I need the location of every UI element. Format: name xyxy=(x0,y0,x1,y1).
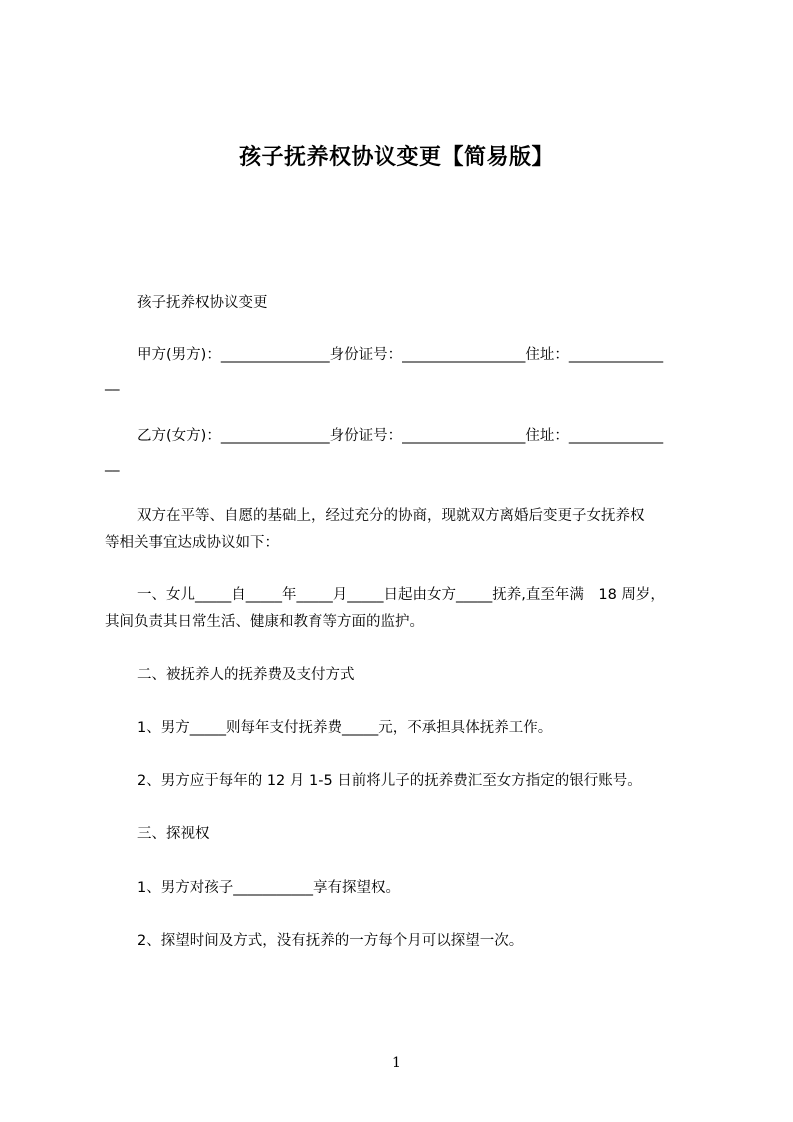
party-b-line: 乙方(女方)：_______________身份证号：_________________住址：_____________ xyxy=(137,428,664,444)
document-title: 孩子抚养权协议变更【简易版】 xyxy=(238,145,554,170)
clause-3-2: 2、探望时间及方式，没有抚养的一方每个月可以探望一次。 xyxy=(137,933,524,949)
preamble-line-1: 双方在平等、自愿的基础上，经过充分的协商，现就双方离婚后变更子女抚养权 xyxy=(137,508,645,524)
party-a-line: 甲方(男方)：_______________身份证号：_________________住址：_____________ xyxy=(137,347,664,363)
clause-3-1: 1、男方对孩子___________享有探望权。 xyxy=(137,880,400,896)
page-number: 1 xyxy=(392,1055,401,1071)
party-a-line-continued: __ xyxy=(105,375,120,391)
clause-2-2: 2、男方应于每年的 12 月 1-5 日前将儿子的抚养费汇至女方指定的银行账号。 xyxy=(137,773,642,789)
subtitle-line: 孩子抚养权协议变更 xyxy=(137,295,268,311)
preamble-line-2: 等相关事宜达成协议如下： xyxy=(105,535,279,551)
party-b-line-continued: __ xyxy=(105,456,120,472)
section-2-heading: 二、被抚养人的抚养费及支付方式 xyxy=(137,667,355,683)
clause-2-1: 1、男方_____则每年支付抚养费_____元，不承担具体抚养工作。 xyxy=(137,720,553,736)
clause-1-line-2: 其间负责其日常生活、健康和教育等方面的监护。 xyxy=(105,614,424,630)
clause-1-line-1: 一、女儿_____自_____年_____月_____日起由女方_____抚养,直至年满 18 周岁， xyxy=(137,587,665,603)
section-3-heading: 三、探视权 xyxy=(137,826,210,842)
